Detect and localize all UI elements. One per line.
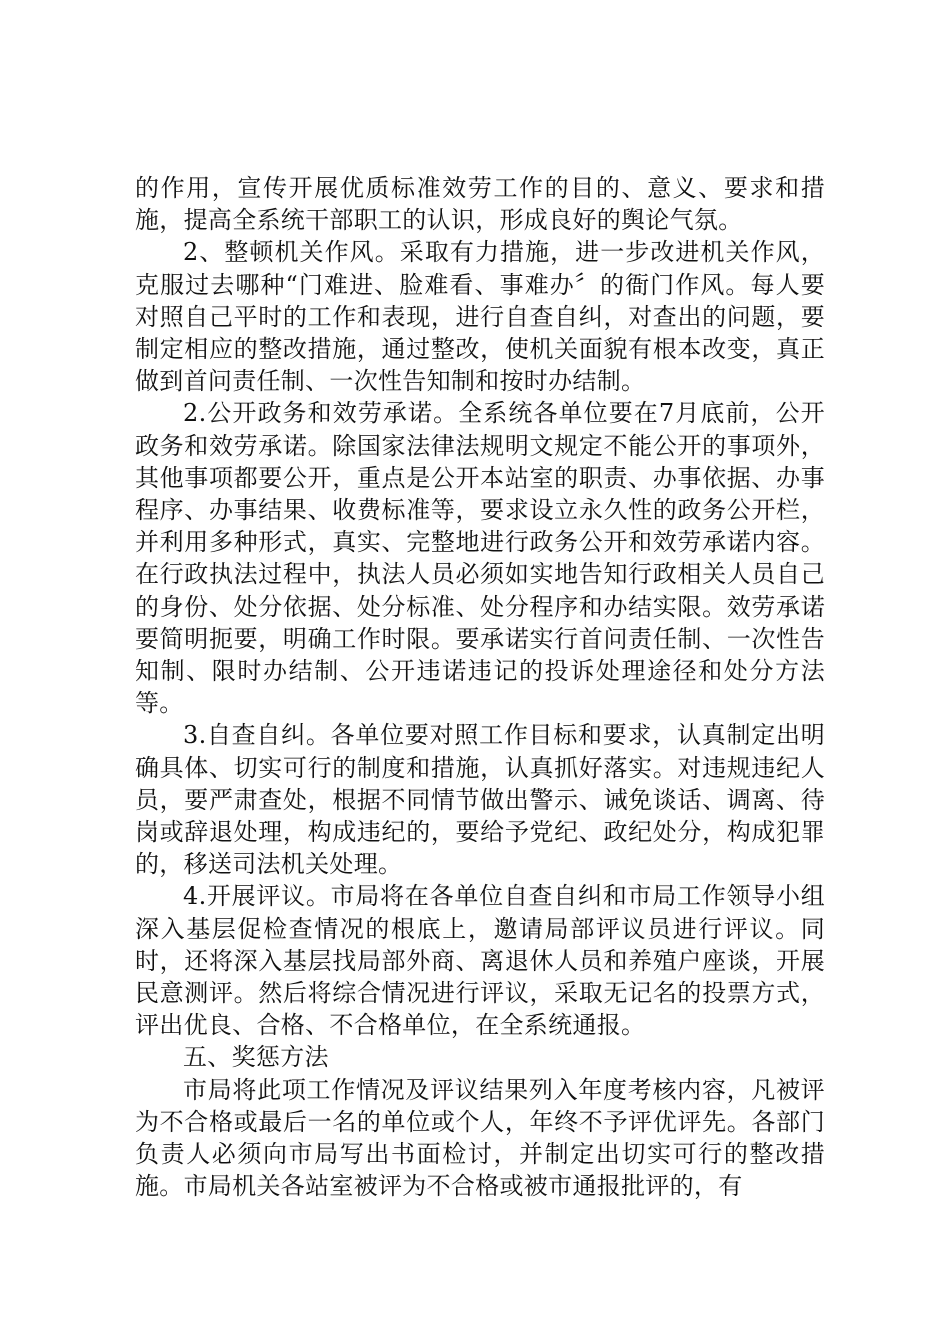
- paragraph-public-affairs: 2.公开政务和效劳承诺。全系统各单位要在7月底前，公开政务和效劳承诺。除国家法律法规明文规定不能公开的事项外，其他事项都要公开，重点是公开本站室的职责、办事依据、办事程序、办事结果、收费标准等，要求设立永久性的政务公开栏，并利用多种形式，真实、完整地进行政务公开和效劳承诺内容。在行政执法过程中，执法人员必须如实地告知行政相关人员自己的身份、处分依据、处分标准、处分程序和办结实限。效劳承诺要简明扼要，明确工作时限。要承诺实行首问责任制、一次性告知制、限时办结制、公开违诺违记的投诉处理途径和处分方法等。: [135, 399, 825, 718]
- document-body: [135, 172, 825, 1203]
- paragraph-continuation: 的作用，宣传开展优质标准效劳工作的目的、意义、要求和措施，提高全系统干部职工的认识，形成良好的舆论气氛。: [135, 174, 825, 235]
- section-heading-rewards: 五、奖惩方法: [183, 1043, 329, 1072]
- paragraph-rectify-style: 2、整顿机关作风。采取有力措施，进一步改进机关作风，克服过去哪种“门难进、脸难看、事难办〞的衙门作风。每人要对照自己平时的工作和表现，进行自查自纠，对查出的问题，要制定相应的整改措施，通过整改，使机关面貌有根本改变，真正做到首问责任制、一次性告知制和按时办结制。: [135, 238, 825, 396]
- paragraph-evaluation: 4.开展评议。市局将在各单位自查自纠和市局工作领导小组深入基层促检查情况的根底上，邀请局部评议员进行评议。同时，还将深入基层找局部外商、离退休人员和养殖户座谈，开展民意测评。然后将综合情况进行评议，采取无记名的投票方式，评出优良、合格、不合格单位，在全系统通报。: [135, 882, 825, 1040]
- paragraph-self-inspection: 3.自查自纠。各单位要对照工作目标和要求，认真制定出明确具体、切实可行的制度和措施，认真抓好落实。对违规违纪人员，要严肃查处，根据不同情节做出警示、诫免谈话、调离、待岗或辞退处理，构成违纪的，要给予党纪、政纪处分，构成犯罪的，移送司法机关处理。: [135, 721, 825, 879]
- paragraph-rewards-method: 市局将此项工作情况及评议结果列入年度考核内容，凡被评为不合格或最后一名的单位或个人，年终不予评优评先。各部门负责人必须向市局写出书面检讨，并制定出切实可行的整改措施。市局机关各站室被评为不合格或被市通报批评的，有: [135, 1075, 825, 1201]
